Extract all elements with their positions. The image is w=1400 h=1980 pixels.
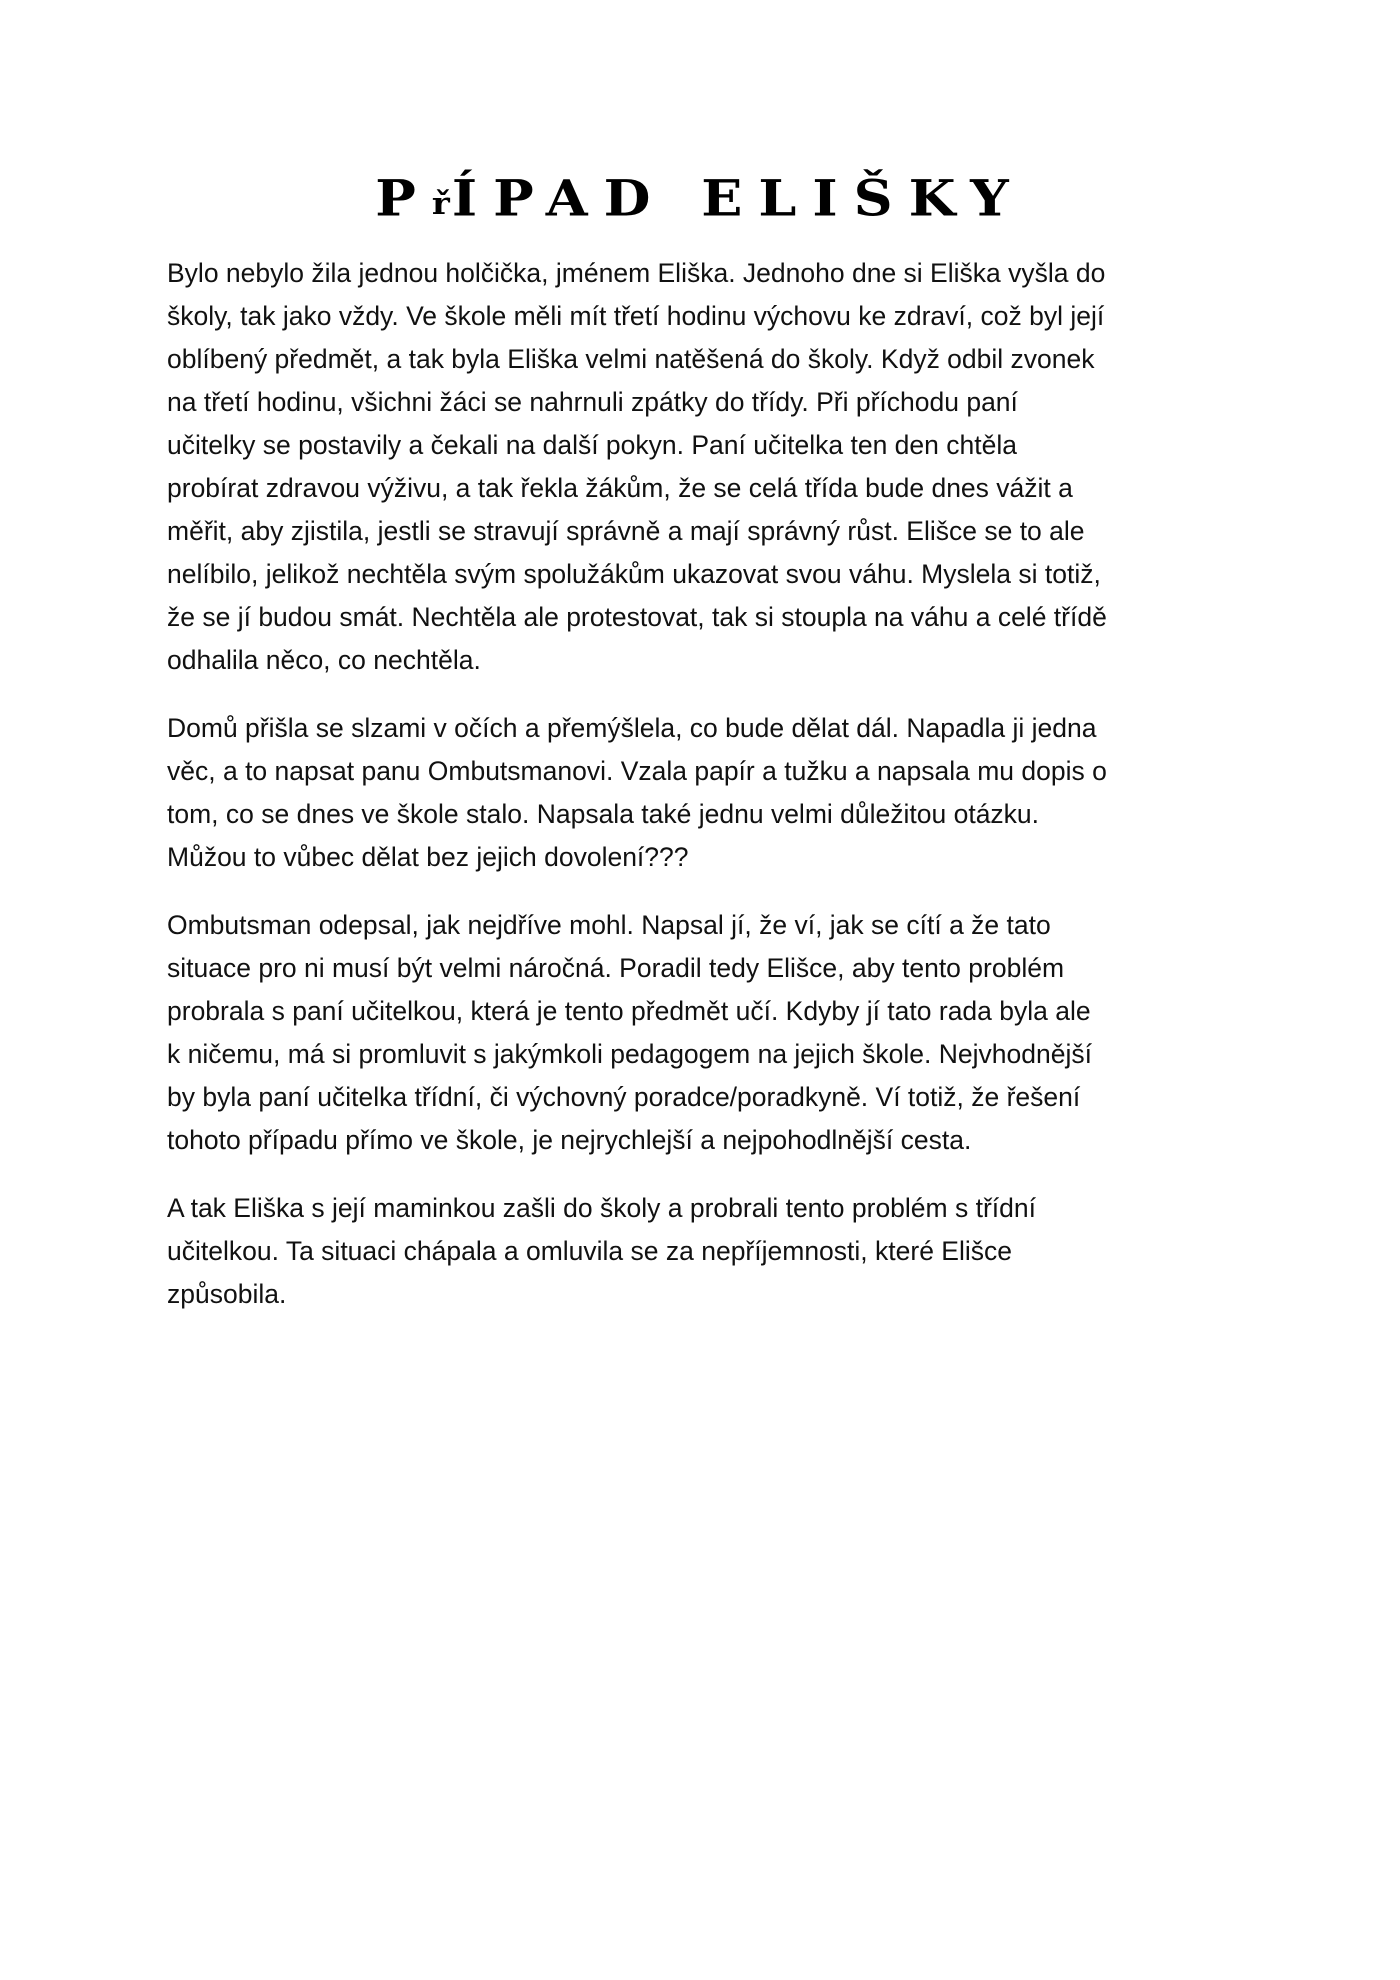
- text-line: školy, tak jako vždy. Ve škole měli mít třetí hodinu výchovu ke zdraví, což byl její: [167, 301, 1105, 331]
- text-line: věc, a to napsat panu Ombutsmanovi. Vzala papír a tužku a napsala mu dopis o: [167, 756, 1107, 786]
- text-line: k ničemu, má si promluvit s jakýmkoli pedagogem na jejich škole. Nejvhodnější: [167, 1039, 1092, 1069]
- text-line: Bylo nebylo žila jednou holčička, jménem Eliška. Jednoho dne si Eliška vyšla do: [167, 258, 1106, 288]
- text-line: by byla paní učitelka třídní, či výchovný poradce/poradkyně. Ví totiž, že řešení: [167, 1082, 1081, 1112]
- text-line: nelíbilo, jelikož nechtěla svým spolužákům ukazovat svou váhu. Myslela si totiž,: [167, 559, 1101, 589]
- paragraph-1: [167, 252, 1247, 682]
- title-prefix: P: [375, 168, 432, 228]
- text-line: tom, co se dnes ve škole stalo. Napsala také jednu velmi důležitou otázku.: [167, 799, 1040, 829]
- text-line: situace pro ni musí být velmi náročná. Poradil tedy Elišce, aby tento problém: [167, 953, 1065, 983]
- text-line: že se jí budou smát. Nechtěla ale protestovat, tak si stoupla na váhu a celé třídě: [167, 602, 1107, 632]
- text-line: oblíbený předmět, a tak byla Eliška velmi natěšená do školy. Když odbil zvonek: [167, 344, 1095, 374]
- text-line: způsobila.: [167, 1279, 287, 1309]
- text-line: probrala s paní učitelkou, která je tento předmět učí. Kdyby jí tato rada byla ale: [167, 996, 1091, 1026]
- text-line: A tak Eliška s její maminkou zašli do školy a probrali tento problém s třídní: [167, 1193, 1036, 1223]
- text-line: Domů přišla se slzami v očích a přemýšlela, co bude dělat dál. Napadla ji jedna: [167, 713, 1097, 743]
- text-line: probírat zdravou výživu, a tak řekla žákům, že se celá třída bude dnes vážit a: [167, 473, 1073, 503]
- title-small-letter: ř: [431, 185, 452, 223]
- text-line: Ombutsman odepsal, jak nejdříve mohl. Napsal jí, že ví, jak se cítí a že tato: [167, 910, 1051, 940]
- document-title: [0, 169, 1400, 233]
- text-line: na třetí hodinu, všichni žáci se nahrnuli zpátky do třídy. Při příchodu paní: [167, 387, 1018, 417]
- text-line: měřit, aby zjistila, jestli se stravují správně a mají správný růst. Elišce se to ale: [167, 516, 1085, 546]
- paragraph-2: [167, 707, 1247, 879]
- text-line: tohoto případu přímo ve škole, je nejrychlejší a nejpohodlnější cesta.: [167, 1125, 972, 1155]
- paragraph-4: [167, 1187, 1247, 1316]
- document-body: [167, 252, 1247, 1341]
- text-line: učitelkou. Ta situaci chápala a omluvila se za nepříjemnosti, které Elišce: [167, 1236, 1012, 1266]
- text-line: Můžou to vůbec dělat bez jejich dovolení???: [167, 842, 689, 872]
- text-line: odhalila něco, co nechtěla.: [167, 645, 481, 675]
- paragraph-3: [167, 904, 1247, 1162]
- title-rest: ÍPAD ELIŠKY: [451, 168, 1025, 228]
- text-line: učitelky se postavily a čekali na další pokyn. Paní učitelka ten den chtěla: [167, 430, 1017, 460]
